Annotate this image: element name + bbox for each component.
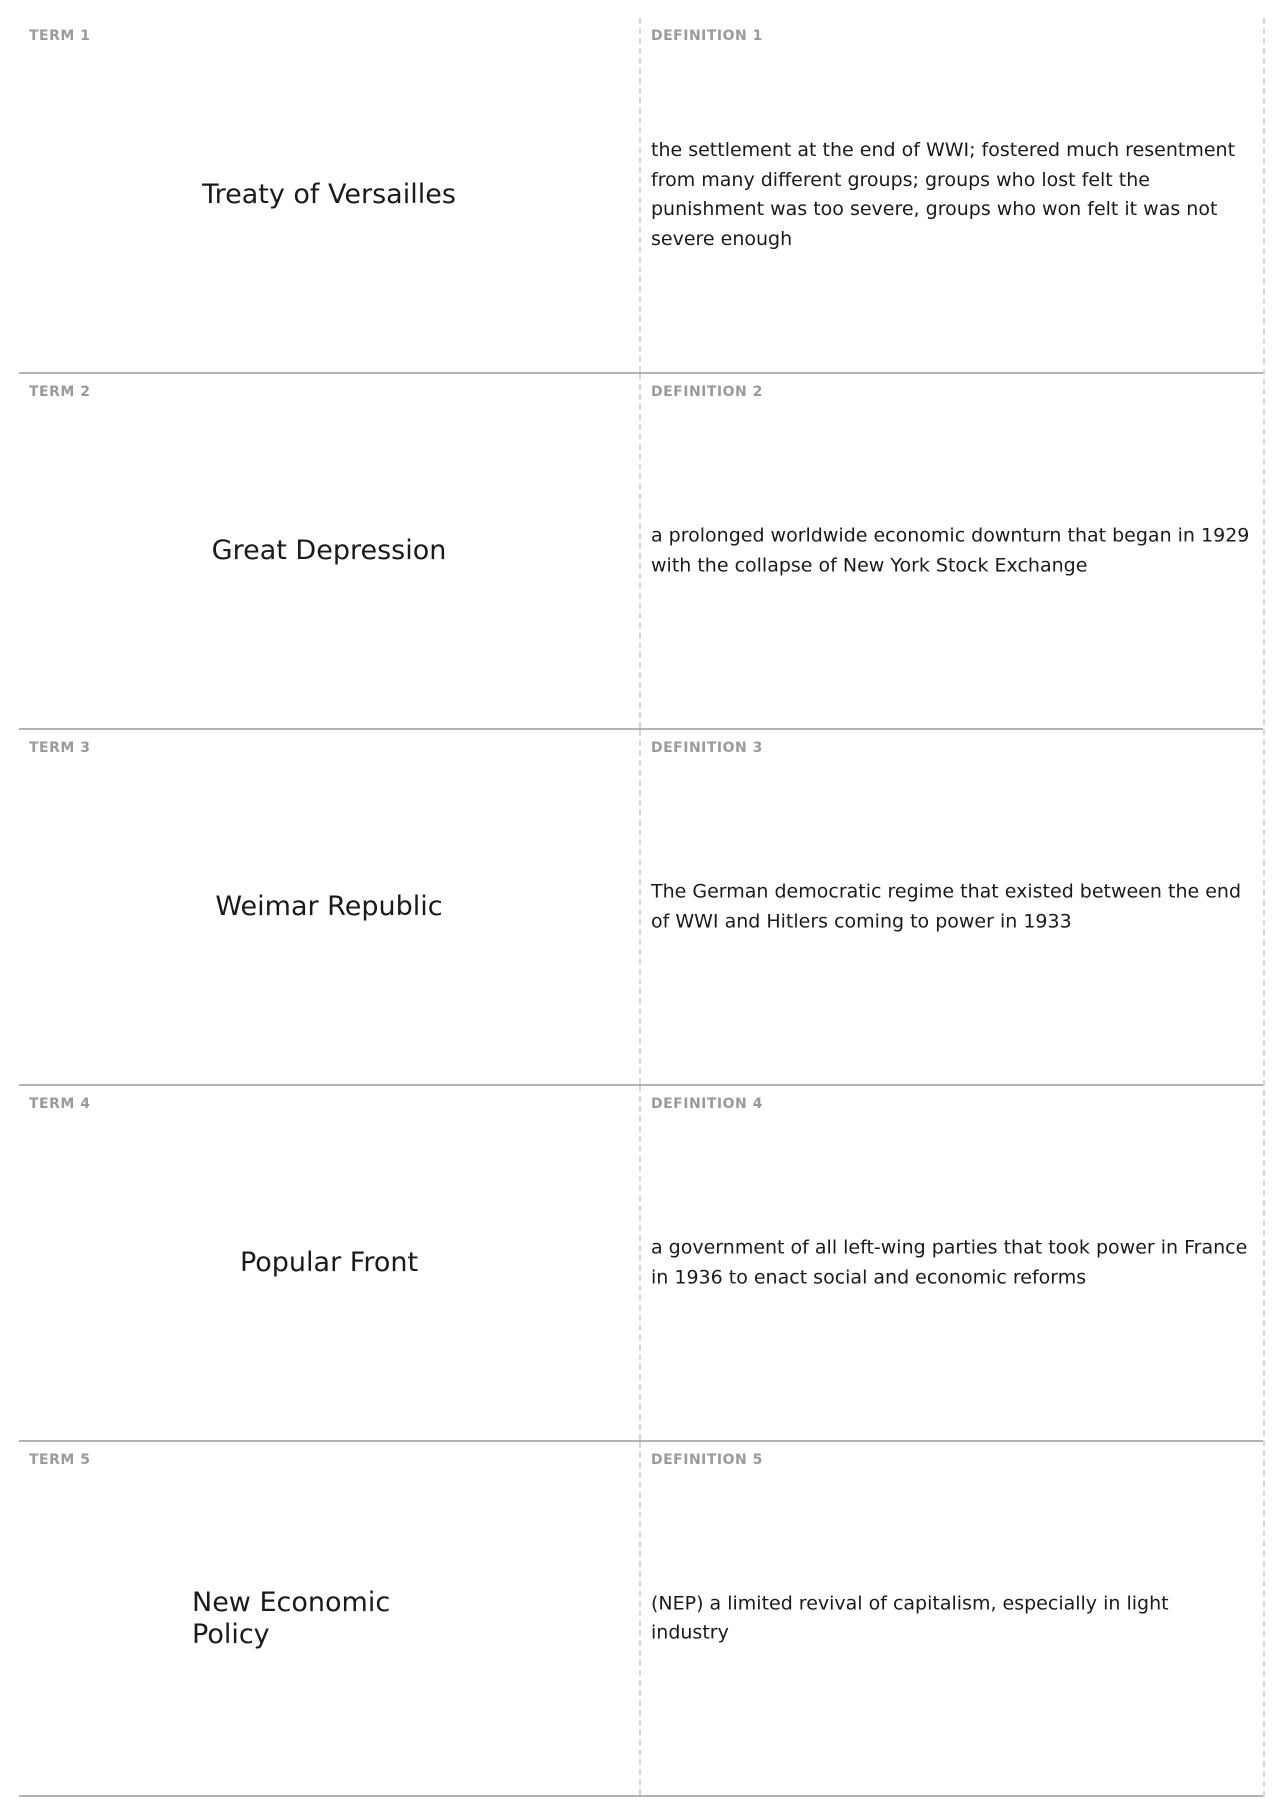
definition-cell — [641, 1442, 1263, 1795]
flashcard-row — [19, 1442, 1263, 1797]
definition-label: DEFINITION 2 — [651, 384, 763, 400]
term-cell — [19, 730, 641, 1084]
term-cell — [19, 1442, 641, 1795]
flashcard-row — [19, 18, 1263, 374]
definition-cell — [641, 374, 1263, 728]
term-label: TERM 4 — [29, 1096, 91, 1112]
flashcard-sheet — [19, 18, 1265, 1797]
term-label: TERM 1 — [29, 28, 91, 44]
term-text: New Economic Policy — [192, 1586, 391, 1650]
term-text: Great Depression — [211, 535, 447, 566]
term-text: Weimar Republic — [215, 891, 443, 922]
definition-text: a government of all left-wing parties that took power in France in 1936 to enact social and economic reforms — [651, 1236, 1248, 1288]
term-label: TERM 3 — [29, 740, 91, 756]
definition-cell — [641, 1086, 1263, 1440]
definition-cell — [641, 18, 1263, 372]
definition-text: (NEP) a limited revival of capitalism, especially in light industry — [651, 1592, 1169, 1644]
term-cell — [19, 374, 641, 728]
term-label: TERM 5 — [29, 1452, 91, 1468]
definition-text: a prolonged worldwide economic downturn that began in 1929 with the collapse of New York Stock Exchange — [651, 524, 1250, 576]
term-label: TERM 2 — [29, 384, 91, 400]
definition-text: The German democratic regime that existed between the end of WWI and Hitlers coming to power in 1933 — [651, 880, 1242, 932]
flashcard-row — [19, 374, 1263, 730]
definition-label: DEFINITION 1 — [651, 28, 763, 44]
definition-label: DEFINITION 4 — [651, 1096, 763, 1112]
term-cell — [19, 18, 641, 372]
term-text: Popular Front — [239, 1247, 419, 1278]
definition-text: the settlement at the end of WWI; fostered much resentment from many different groups; groups who lost felt the punishment was too severe, groups who won felt it was not severe enough — [651, 139, 1236, 250]
flashcard-row — [19, 1086, 1263, 1442]
flashcard-row — [19, 730, 1263, 1086]
definition-label: DEFINITION 3 — [651, 740, 763, 756]
term-cell — [19, 1086, 641, 1440]
definition-cell — [641, 730, 1263, 1084]
term-text: Treaty of Versailles — [202, 179, 456, 210]
definition-label: DEFINITION 5 — [651, 1452, 763, 1468]
